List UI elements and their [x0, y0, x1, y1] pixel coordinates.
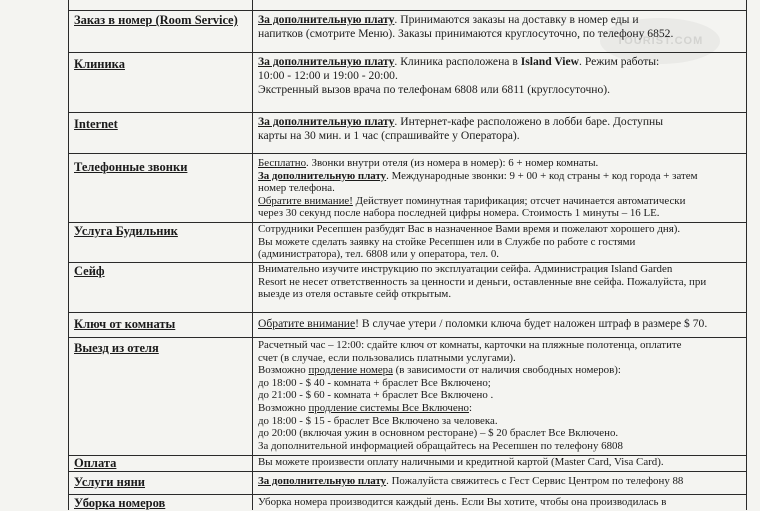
text-segment: Island View [520, 55, 580, 68]
text-segment: . Международные звонки: 9 + 00 + код страны + код города + затем [386, 169, 698, 182]
text-segment: 10:00 - 12:00 и 19:00 - 20:00. [258, 68, 398, 82]
row-label: Выезд из отеля [74, 341, 159, 355]
text-segment: ! В случае утери / поломки ключа будет наложен штраф в размере $ 70. [355, 317, 708, 330]
row-divider [68, 52, 746, 53]
row-description [258, 115, 744, 143]
row-description [258, 13, 744, 41]
description-line [258, 207, 744, 220]
watermark-stamp: TOURIST.COM [600, 18, 720, 64]
text-segment: через 30 секунд после набора последней цифры номера. Стоимость 1 минуты – 16 LE. [258, 207, 660, 220]
description-line [258, 236, 744, 249]
row-label: Сейф [74, 264, 105, 278]
text-segment: . Режим работы: [579, 55, 660, 68]
text-segment: Возможно [258, 364, 309, 377]
description-line [258, 13, 744, 27]
row-description [258, 263, 744, 301]
description-line [258, 157, 744, 170]
description-line [258, 475, 744, 488]
description-line [258, 288, 744, 301]
text-segment: Обратите внимание! [258, 194, 353, 207]
row-description [258, 496, 744, 509]
table-column-divider [252, 0, 253, 510]
description-line [258, 129, 744, 143]
text-segment: карты на 30 мин. и 1 час (спрашивайте у Оператора). [258, 128, 520, 142]
description-line [258, 276, 744, 289]
row-label: Услуги няни [74, 475, 146, 489]
row-label: Телефонные звонки [74, 160, 188, 174]
text-segment: до 20:00 (включая ужин в основном ресторане) – $ 20 браслет Все Включено. [258, 427, 619, 440]
text-segment: За дополнительную плату [258, 13, 395, 26]
description-line [258, 440, 744, 453]
text-segment: Бесплатно [258, 157, 307, 169]
row-description [258, 157, 744, 220]
description-line [258, 377, 744, 390]
text-segment: Экстренный вызов врача по телефонам 6808 или 6811 (круглосуточно). [258, 82, 611, 96]
text-segment: : [468, 401, 473, 414]
description-line [258, 69, 744, 83]
description-line [258, 402, 744, 415]
description-line [258, 115, 744, 129]
description-line [258, 55, 744, 69]
text-segment: . Клиника расположена в [394, 55, 521, 68]
description-line [258, 415, 744, 428]
description-line [258, 263, 744, 276]
row-divider [68, 312, 746, 313]
text-segment: Вы можете сделать заявку на стойке Ресепшен или в Службе по работе с гостями [258, 235, 636, 248]
row-divider [68, 10, 746, 11]
text-segment: выезде из отеля оставьте сейф открытым. [258, 288, 452, 301]
description-line [258, 456, 744, 469]
text-segment: Вы можете произвести оплату наличными и кредитной картой (Master Card, Visa Card). [258, 456, 664, 468]
text-segment: Обратите внимание [258, 317, 356, 330]
description-line [258, 364, 744, 377]
text-segment: продление системы Все Включено [308, 401, 469, 414]
row-divider [68, 153, 746, 154]
text-segment: За дополнительной информацией обращайтесь на Ресепшен по телефону 6808 [258, 439, 623, 452]
text-segment: до 21:00 - $ 60 - комната + браслет Все Включено . [258, 389, 494, 402]
text-segment: Расчетный час – 12:00: сдайте ключ от комнаты, карточки на пляжные полотенца, оплатите [258, 339, 682, 351]
text-segment: (в зависимости от наличия свободных номеров): [392, 364, 621, 377]
row-description [258, 223, 744, 261]
description-line [258, 195, 744, 208]
row-description [258, 55, 744, 96]
text-segment: Действует поминутная тарификация; отсчет начинается автоматически [352, 194, 686, 207]
row-divider [68, 494, 746, 495]
row-divider [68, 112, 746, 113]
text-segment: Сотрудники Ресепшен разбудят Вас в назначенное Вами время и пожелают хорошего дня). [258, 223, 681, 235]
row-label: Услуга Будильник [74, 224, 178, 238]
text-segment: . Звонки внутри отеля (из номера в номер): 6 + номер комнаты. [306, 157, 599, 169]
row-label: Internet [74, 117, 118, 131]
table-left-border [68, 0, 69, 510]
text-segment: . Интернет-кафе расположено в лобби баре. Доступны [394, 115, 664, 128]
table-right-border [746, 0, 747, 510]
description-line [258, 223, 744, 236]
text-segment: За дополнительную плату [258, 475, 387, 487]
row-label: Заказ в номер (Room Service) [74, 13, 238, 27]
text-segment: За дополнительную плату [258, 115, 395, 128]
text-segment: Resort не несет ответственность за ценности и деньги, оставленные вне сейфа. Пожалуйста, при [258, 275, 707, 288]
description-line [258, 496, 744, 509]
text-segment: (администратора), тел. 6808 или у оператора, тел. 0. [258, 248, 500, 261]
text-segment: . Принимаются заказы на доставку в номер еды и [394, 13, 639, 26]
text-segment: напитков (смотрите Меню). Заказы принимаются круглосуточно, по телефону 6852. [258, 26, 674, 40]
description-line [258, 317, 744, 331]
row-description [258, 339, 744, 452]
row-label: Ключ от комнаты [74, 317, 176, 331]
row-label: Уборка номеров [74, 496, 166, 510]
row-label: Клиника [74, 57, 125, 71]
description-line [258, 27, 744, 41]
row-divider [68, 471, 746, 472]
text-segment: За дополнительную плату [258, 55, 395, 68]
text-segment: продление номера [308, 364, 393, 377]
description-line [258, 83, 744, 97]
row-description [258, 475, 744, 488]
description-line [258, 248, 744, 261]
text-segment: Внимательно изучите инструкцию по эксплуатации сейфа. Администрация Island Garden [258, 263, 673, 275]
text-segment: номер телефона. [258, 182, 335, 195]
row-description [258, 456, 744, 469]
description-line [258, 389, 744, 402]
text-segment: счет (в случае, если пользовались платными услугами). [258, 351, 516, 364]
description-line [258, 339, 744, 352]
text-segment: . Пожалуйста свяжитесь с Гест Сервис Центром по телефону 88 [386, 475, 684, 487]
text-segment: Уборка номера производится каждый день. Если Вы хотите, чтобы она производилась в [258, 496, 667, 508]
description-line [258, 182, 744, 195]
text-segment: За дополнительную плату [258, 169, 387, 182]
row-description [258, 317, 744, 331]
text-segment: Возможно [258, 401, 309, 414]
row-label: Оплата [74, 456, 117, 470]
description-line [258, 352, 744, 365]
text-segment: до 18:00 - $ 15 - браслет Все Включено за человека. [258, 414, 498, 427]
row-divider [68, 337, 746, 338]
text-segment: до 18:00 - $ 40 - комната + браслет Все Включено; [258, 376, 491, 389]
description-line [258, 170, 744, 183]
description-line [258, 427, 744, 440]
